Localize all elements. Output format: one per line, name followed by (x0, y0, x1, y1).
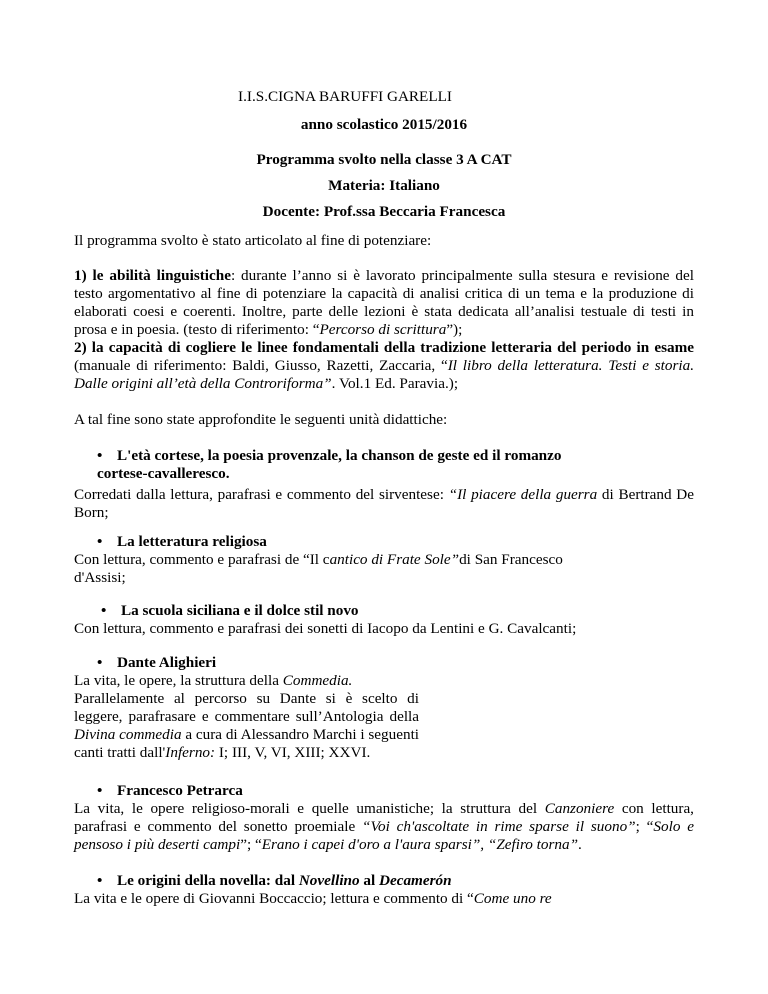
bullet-icon: • (97, 447, 103, 464)
objective-1: 1) le abilità linguistiche: durante l’anno si è lavorato principalmente sulla stesura e revisione del testo argomentativo al fine di potenziare la capacità di analisi critica di un tema e la produzione di elaborati coesi e coerenti. Inoltre, parte delle lezioni è stata dedicata all’analisi testuale di testi in prosa e in poesia. (testo di riferimento: “Percorso di scrittura”); (74, 267, 694, 338)
subject: Materia: Italiano (328, 177, 440, 194)
unit-5-body: La vita, le opere religioso-morali e quelle umanistiche; la struttura del Canzoniere con lettura, parafrasi e commento del sonetto proemiale “Voi ch'ascoltate in rime sparse il suono”; “Solo e pensoso i più deserti campi”; “Erano i capei d'oro a l'aura sparsi”, “Zefiro torna”. (74, 800, 694, 853)
unit-1-body: Corredati dalla lettura, parafrasi e commento del sirventese: “Il piacere della guerra di Bertrand De Born; (74, 486, 694, 521)
teacher: Docente: Prof.ssa Beccaria Francesca (262, 203, 506, 220)
bullet-icon: • (97, 782, 103, 799)
program-title: Programma svolto nella classe 3 A CAT (256, 151, 512, 168)
bullet-icon: • (101, 602, 107, 619)
school-name: I.I.S.CIGNA BARUFFI GARELLI (238, 88, 452, 105)
unit-5-heading: • Francesco Petrarca (97, 782, 243, 799)
school-year: anno scolastico 2015/2016 (300, 116, 468, 133)
bullet-icon: • (97, 872, 103, 889)
unit-4-heading: • Dante Alighieri (97, 654, 217, 671)
unit-2-heading: • La letteratura religiosa (97, 533, 267, 550)
bullet-icon: • (97, 654, 103, 671)
unit-6-heading: • Le origini della novella: dal Novellino al Decamerón (97, 872, 452, 889)
unit-3-heading: • La scuola siciliana e il dolce stil novo (101, 602, 359, 619)
intro-text: Il programma svolto è stato articolato al fine di potenziare: (74, 232, 432, 249)
unit-2-body: Con lettura, commento e parafrasi de “Il cantico di Frate Sole”di San Francesco d'Assisi; (74, 551, 563, 586)
unit-1-heading: • L'età cortese, la poesia provenzale, la chanson de geste ed il romanzo cortese-cavalleresco. (97, 447, 562, 482)
objective-2: 2) la capacità di cogliere le linee fondamentali della tradizione letteraria del periodo in esame (manuale di riferimento: Baldi, Giusso, Razetti, Zaccaria, “Il libro della letteratura. Testi e storia. Dalle origini all’età della Controriforma”. Vol.1 Ed. Paravia.); (74, 339, 694, 392)
units-intro: A tal fine sono state approfondite le seguenti unità didattiche: (74, 411, 448, 428)
unit-4-body: La vita, le opere, la struttura della Commedia. Parallelamente al percorso su Dante si è scelto di leggere, parafrasare e commentare sull’Antologia della Divina commedia a cura di Alessandro Marchi i seguenti canti tratti dall'Inferno: I; III, V, VI, XIII; XXVI. (74, 672, 420, 761)
unit-3-body: Con lettura, commento e parafrasi dei sonetti di Iacopo da Lentini e G. Cavalcanti; (74, 620, 577, 637)
unit-6-body: La vita e le opere di Giovanni Boccaccio; lettura e commento di “Come uno re (74, 890, 552, 907)
bullet-icon: • (97, 533, 103, 550)
